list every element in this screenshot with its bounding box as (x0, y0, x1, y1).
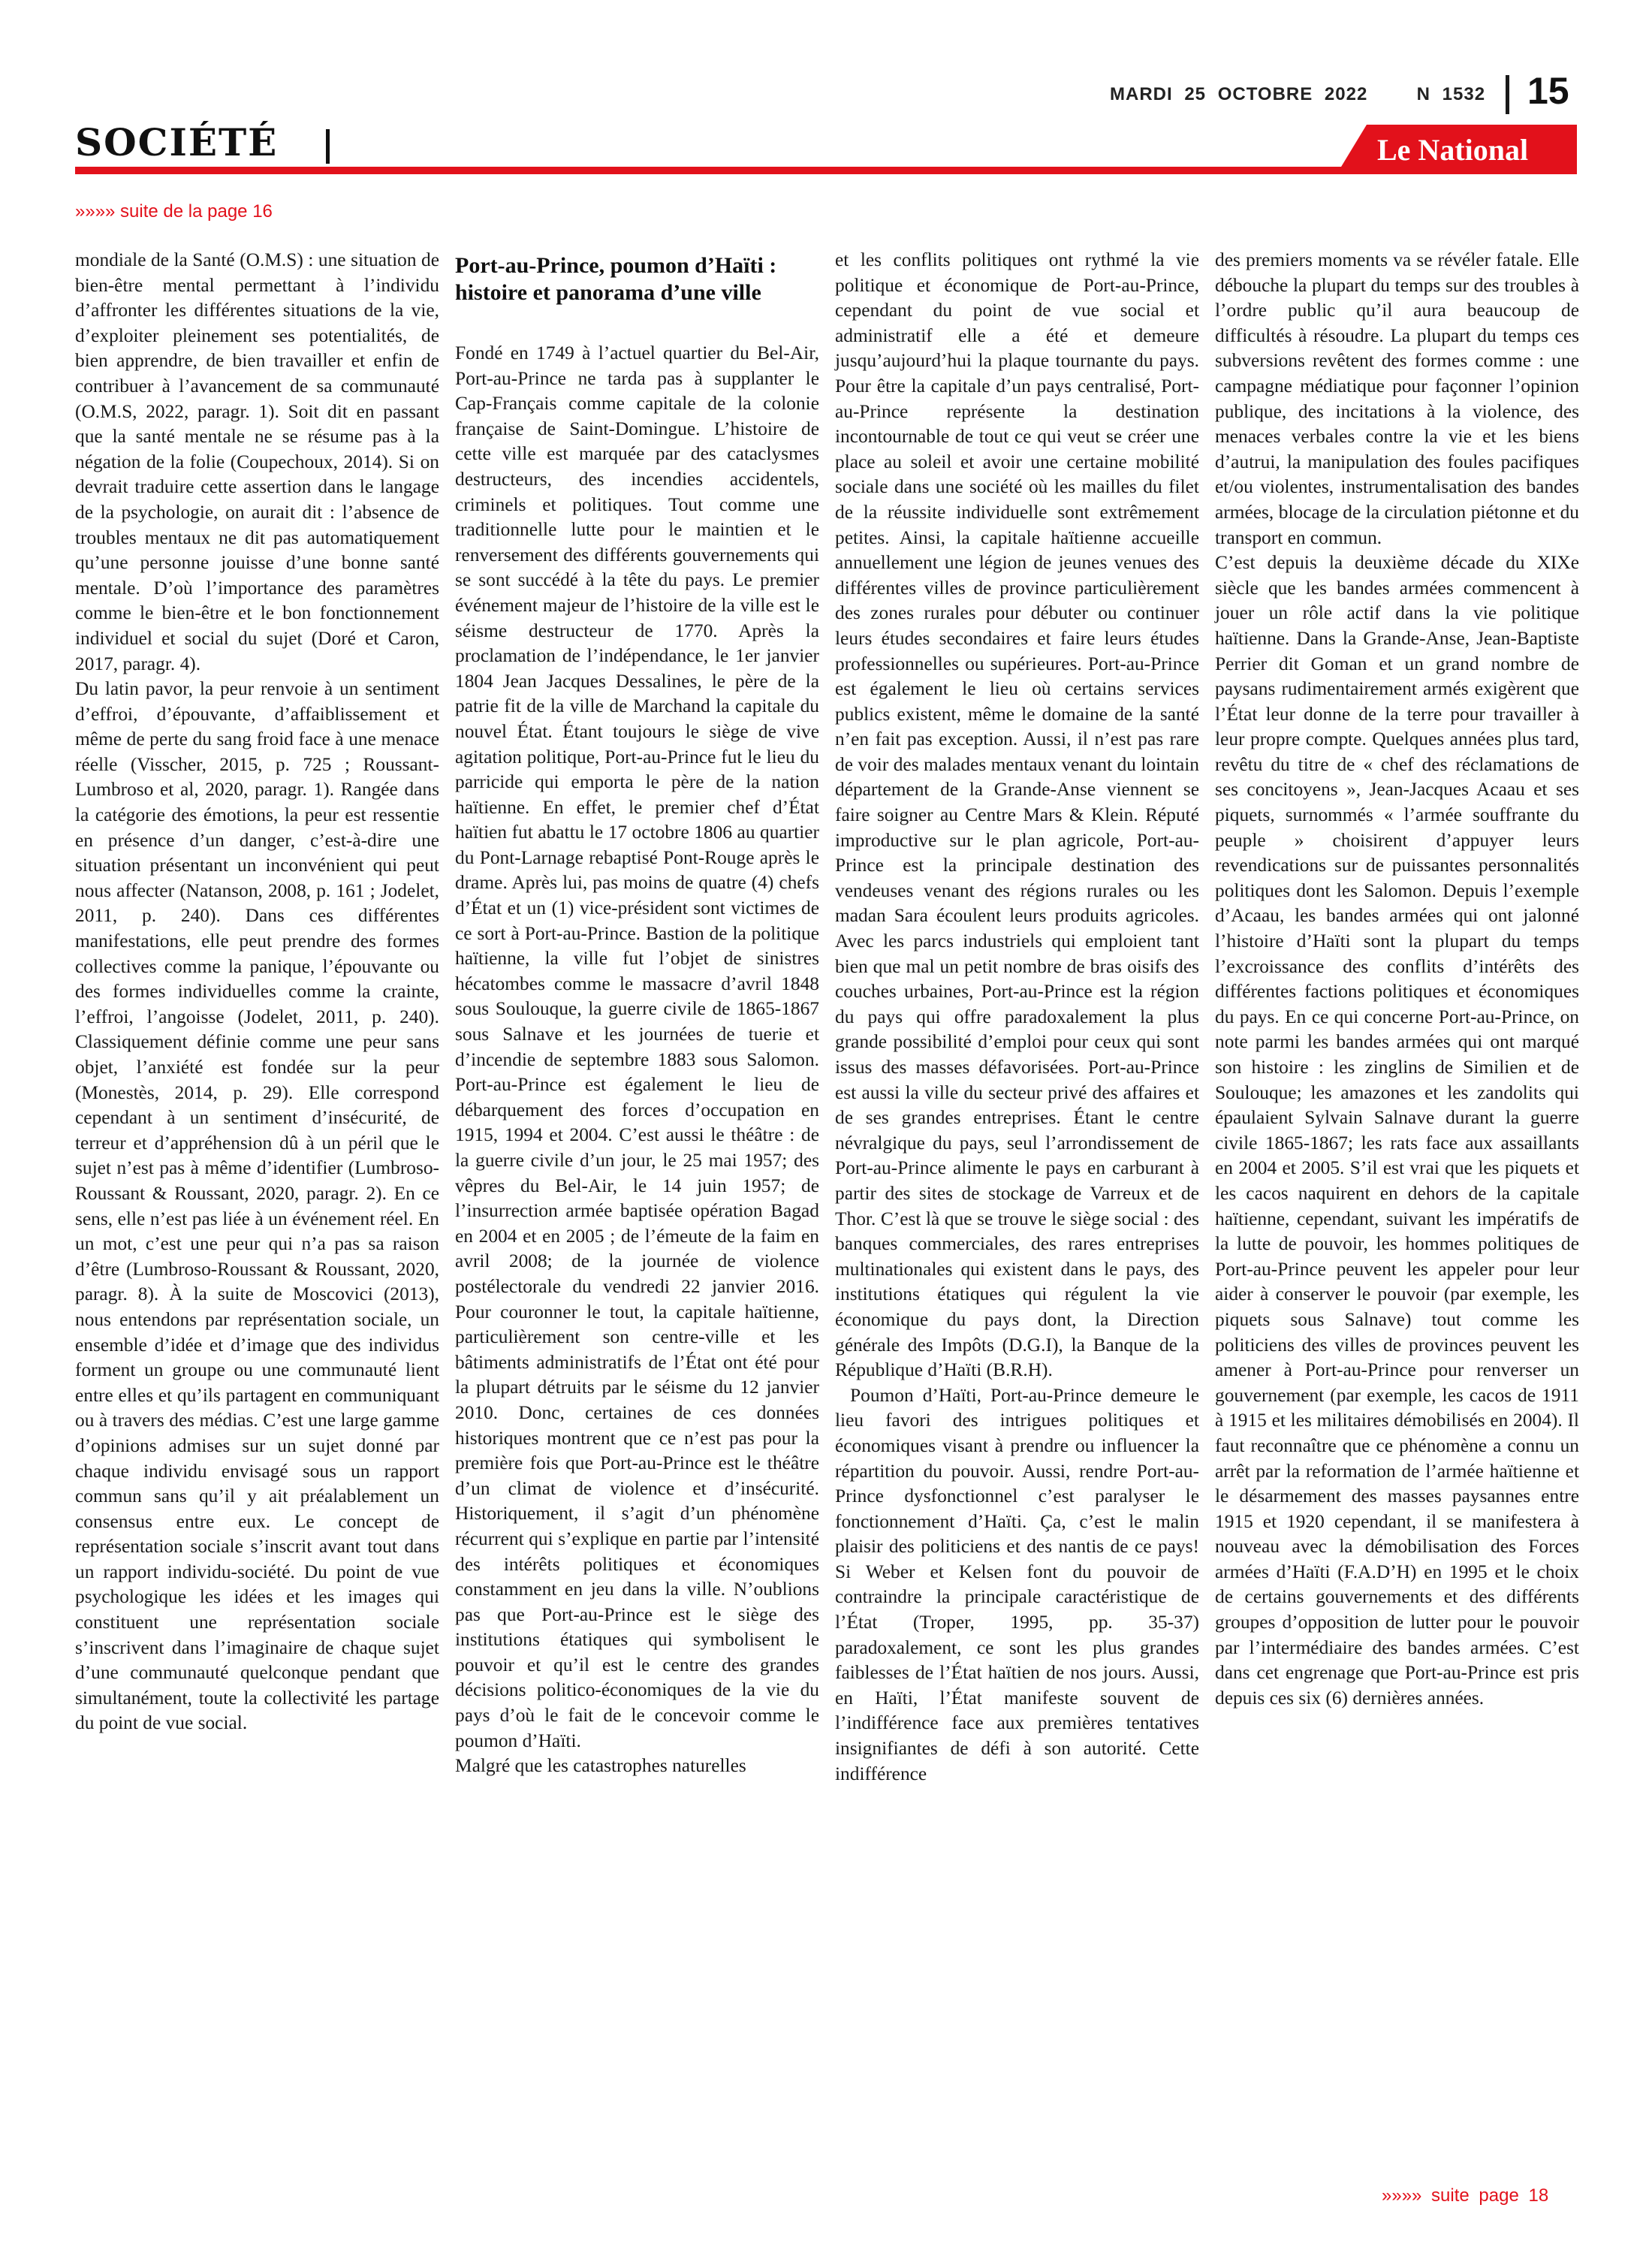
section-title: SOCIÉTÉ (75, 120, 279, 164)
paragraph: Malgré que les catastrophes naturelles (455, 1755, 746, 1777)
article-column-4 (1215, 248, 1579, 1711)
paragraph: C’est depuis la deuxième décade du XIXe siècle que les bandes armées commencent à jouer un rôle actif dans la vie politique haïtienne. Dans la Grande-Anse, Jean-Baptiste Perrier dit Goman et un grand nombre de paysans rudimentairement armés exigèrent que l’État leur donne de la terre pour travailler à leur propre compte. Quelques années plus tard, revêtu du titre de « chef des réclamations de ses concitoyens », Jean-Jacques Acaau et ses piquets, surnommés « l’armée souffrante du peuple » choisirent d’appuyer leurs revendications sur de puissantes personnalités politiques dont les Salomon. Depuis l’exemple d’Acaau, les bandes armées qui ont jalonné l’histoire d’Haïti sont la plupart du temps l’excroissance des conflits d’intérêts des différentes factions politiques et économiques du pays. En ce qui concerne Port-au-Prince, on note parmi les bandes armées qui ont marqué son histoire : les zinglins de Similien et de Soulouque; les amazones et les zandolits qui épaulaient Sylvain Salnave durant la guerre civile 1865-1867; les rats face aux assaillants en 2004 et 2005. S’il est vrai que les piquets et les cacos naquirent en dehors de la capitale haïtienne, cependant, suivant les impératifs de la lutte de pouvoir, les hommes politiques de Port-au-Prince peuvent les appeler pour leur aider à conserver le pouvoir (par exemple, les piquets sous Salnave) tout comme les politiciens des villes de provinces peuvent les amener à Port-au-Prince pour renverser un gouvernement (par exemple, les cacos de 1911 à 1915 et les militaires démobilisés en 2004). Il faut reconnaître que ce phénomène a connu un arrêt par la reformation de l’armée haïtienne et le désarmement des masses paysannes entre 1915 et 1920 cependant, il se manifestera à nouveau avec la démobilisation des Forces armées d’Haïti (F.A.D’H) en 1995 et le choix de certains gouvernements et des différents groupes d’opposition de lutter pour le pouvoir par l’intermédiaire des bandes armées. C’est dans cet engrenage que Port-au-Prince est pris depuis ces six (6) dernières années. (1215, 552, 1579, 1709)
section-divider (326, 129, 330, 164)
publication-logo: Le National (1377, 133, 1529, 167)
issue-number: N 1532 (1416, 84, 1486, 104)
paragraph: Du latin pavor, la peur renvoie à un sentiment d’effroi, d’épouvante, d’affaiblissement et même de perte du sang froid face à une menace réelle (Visscher, 2015, p. 725 ; Roussant-Lumbroso et al, 2020, paragr. 1). Rangée dans la catégorie des émotions, la peur est ressentie en présence d’un danger, c’est-à-dire une situation présentant un inconvénient qui peut nous affecter (Natanson, 2008, p. 161 ; Jodelet, 2011, p. 240). Dans ces différentes manifestations, elle peut prendre des formes collectives comme la panique, l’épouvante ou des formes individuelles comme la crainte, l’effroi, l’angoisse (Jodelet, 2011, p. 240). Classiquement définie comme une peur sans objet, l’anxiété est fondée sur la peur (Monestès, 2014, p. 29). Elle correspond cependant à un sentiment d’insécurité, de terreur et d’appréhension dû à un péril que le sujet n’est pas à même d’identifier (Lumbroso-Roussant & Roussant, 2020, paragr. 2). En ce sens, elle n’est pas liée à un événement réel. En un mot, c’est une peur qui n’a pas sa raison d’être (Lumbroso-Roussant & Roussant, 2020, paragr. 8). À la suite de Moscovici (2013), nous entendons par représentation sociale, un ensemble d’idée et d’image que des individus forment un groupe ou une communauté lient entre elles et qu’ils partagent en communiquant ou à travers des médias. C’est une large gamme d’opinions admises sur un sujet donné par chaque individu envisagé sous un rapport commun sans qu’il y ait préalablement un consensus entre eux. Le concept de représentation sociale s’inscrit avant tout dans un rapport individu-société. Du point de vue psychologique les idées et les images qui constituent une représentation sociale s’inscrivent dans l’imaginaire de chaque sujet d’une communauté quelconque pendant que simultanément, toute la collectivité les partage du point de vue social. (75, 678, 439, 1734)
paragraph: Fondé en 1749 à l’actuel quartier du Bel-Air, Port-au-Prince ne tarda pas à supplanter le Cap-Français comme capitale de la colonie française de Saint-Domingue. L’histoire de cette ville est marquée par des cataclysmes destructeurs, des incendies accidentels, criminels et politiques. Tout comme une traditionnelle lutte pour le maintien et le renversement des différents gouvernements qui se sont succédé à la tête du pays. Le premier événement majeur de l’histoire de la ville est le séisme destructeur de 1770. Après la proclamation de l’indépendance, le 1er janvier 1804 Jean Jacques Dessalines, le père de la patrie fit de la ville de Marchand la capitale du nouvel État. Étant toujours le siège de vive agitation politique, Port-au-Prince fut le lieu du parricide qui emporta le père de la nation haïtienne. En effet, le premier chef d’État haïtien fut abattu le 17 octobre 1806 au quartier du Pont-Larnage rebaptisé Pont-Rouge après le drame. Après lui, pas moins de quatre (4) chefs d’État et un (1) vice-président sont victimes de ce sort à Port-au-Prince. Bastion de la politique haïtienne, la ville fut l’objet de sinistres hécatombes comme le massacre d’avril 1848 sous Soulouque, la guerre civile de 1865-1867 sous Salnave et les journées de tuerie et d’incendie de septembre 1883 sous Salomon. Port-au-Prince est également le lieu de débarquement des forces d’occupation en 1915, 1994 et 2004. C’est aussi le théâtre : de la guerre civile d’un jour, le 25 mai 1957; des vêpres du Bel-Air, le 14 juin 1957; de l’insurrection armée baptisée opération Bagad en 2004 et en 2005 ; de l’émeute de la faim en avril 2008; de la journée de violence postélectorale du vendredi 22 janvier 2016. Pour couronner le tout, la capitale haïtienne, particulièrement son centre-ville et les bâtiments administratifs de l’État ont été pour la plupart détruits par le séisme du 12 janvier 2010. Donc, certaines de ces données historiques montrent que ce n’est pas pour la première fois que Port-au-Prince est le théâtre d’un climat de violence et d’insécurité. Historiquement, il s’agit d’un phénomène récurrent qui s’explique en partie par l’intensité des intérêts politiques et économiques constamment en jeu dans la ville. N’oublions pas que Port-au-Prince est le siège des institutions étatiques qui symbolisent le pouvoir et qu’il est le centre des grandes décisions politico-économiques de la vie du pays d’où le fait de le concevoir comme le poumon d’Haïti. (455, 342, 819, 1751)
issue-date: MARDI 25 OCTOBRE 2022 (1110, 84, 1368, 104)
paragraph: mondiale de la Santé (O.M.S) : une situation de bien-être mental permettant à l’individu d’affronter les différentes situations de la vie, d’exploiter pleinement ses potentialités, de bien apprendre, de bien travailler et enfin de contribuer à l’avancement de sa communauté (O.M.S, 2022, paragr. 1). Soit dit en passant que la santé mentale ne se résume pas à la négation de la folie (Coupechoux, 2014). Si on devrait traduire cette assertion dans le langage de la psychologie, on aurait dit : l’absence de troubles mentaux ne dit pas automatiquement qu’une personne jouisse d’une bonne santé mentale. D’où l’importance des paramètres comme le bien-être et le bon fonctionnement individuel et social du sujet (Doré et Caron, 2017, paragr. 4). (75, 249, 439, 674)
article-column-3 (835, 248, 1199, 1787)
article-column-2 (455, 248, 819, 1779)
paragraph: des premiers moments va se révéler fatale. Elle débouche la plupart du temps sur des troubles à l’ordre public qu’il aura beaucoup de difficultés à résoudre. La plupart du temps ces subversions revêtent des formes comme : une campagne médiatique pour façonner l’opinion publique, des incitations à la violence, des menaces verbales contre la vie et les biens d’autrui, la manipulation des foules pacifiques et/ou violentes, instrumentalisation des bandes armées, blocage de la circulation piétonne et du transport en commun. (1215, 249, 1579, 548)
page-number: 15 (1527, 70, 1569, 112)
continued-from[interactable]: »»»» suite de la page 16 (75, 201, 273, 222)
paragraph: Poumon d’Haïti, Port-au-Prince demeure le lieu favori des intrigues politiques et économiques visant à prendre ou influencer la répartition du pouvoir. Aussi, rendre Port-au-Prince dysfonctionnel c’est paralyser le fonctionnement d’Haïti. Ça, c’est le malin plaisir des politiciens et des nantis de ce pays! Si Weber et Kelsen font du pouvoir de contraindre la principale caractéristique de l’État (Troper, 1995, pp. 35-37) paradoxalement, ce sont les plus grandes faiblesses de l’État haïtien de nos jours. Aussi, en Haïti, l’État manifeste souvent de l’indifférence face aux premières tentatives insignifiantes de défi à son autorité. Cette indifférence (835, 1384, 1199, 1784)
article-title: Port-au-Prince, poumon d’Haïti : histoire et panorama d’une ville (455, 253, 777, 305)
issue-date-line (1110, 84, 1485, 105)
paragraph: et les conflits politiques ont rythmé la vie politique et économique de Port-au-Prince, cependant du point de vue social et administratif elle a été et demeure jusqu’aujourd’hui la plaque tournante du pays. Pour être la capitale d’un pays centralisé, Port-au-Prince représente la destination incontournable de tout ce qui veut se créer une place au soleil et avoir une certaine mobilité sociale dans une société où les mailles du filet de la réussite individuelle sont extrêmement petites. Ainsi, la capitale haïtienne accueille annuellement une légion de jeunes venues des différentes villes de province particulièrement des zones rurales pour débuter ou continuer leurs études secondaires et faire leurs études professionnelles ou supérieures. Port-au-Prince est également le lieu où certains services publics existent, même le domaine de la santé n’en fait pas exception. Aussi, il n’est pas rare de voir des malades mentaux venant du lointain département de la Grande-Anse viennent se faire soigner au Centre Mars & Klein. Réputé improductive sur le plan agricole, Port-au-Prince est la principale destination des vendeuses venant des régions rurales ou les madan Sara écoulent leurs produits agricoles. Avec les parcs industriels qui emploient tant bien que mal un petit nombre de bras oisifs des couches urbaines, Port-au-Prince est la région du pays qui offre paradoxalement la plus grande possibilité d’emploi pour ceux qui sont issus des masses défavorisées. Port-au-Prince est aussi la ville du secteur privé des affaires et de ses grandes entreprises. Étant le centre névralgique du pays, seul l’arrondissement de Port-au-Prince alimente le pays en carburant à partir des sites de stockage de Varreux et de Thor. C’est là que se trouve le siège social : des banques commerciales, des rares entreprises multinationales qui existent dans le pays, des institutions étatiques qui régulent la vie économique du pays dont, la Direction générale des Impôts (D.G.I), la Banque de la République d’Haïti (B.R.H). (835, 249, 1199, 1381)
header-divider (1506, 75, 1509, 114)
article-column-1 (75, 248, 439, 1736)
continued-to[interactable]: »»»» suite page 18 (1382, 2185, 1549, 2206)
